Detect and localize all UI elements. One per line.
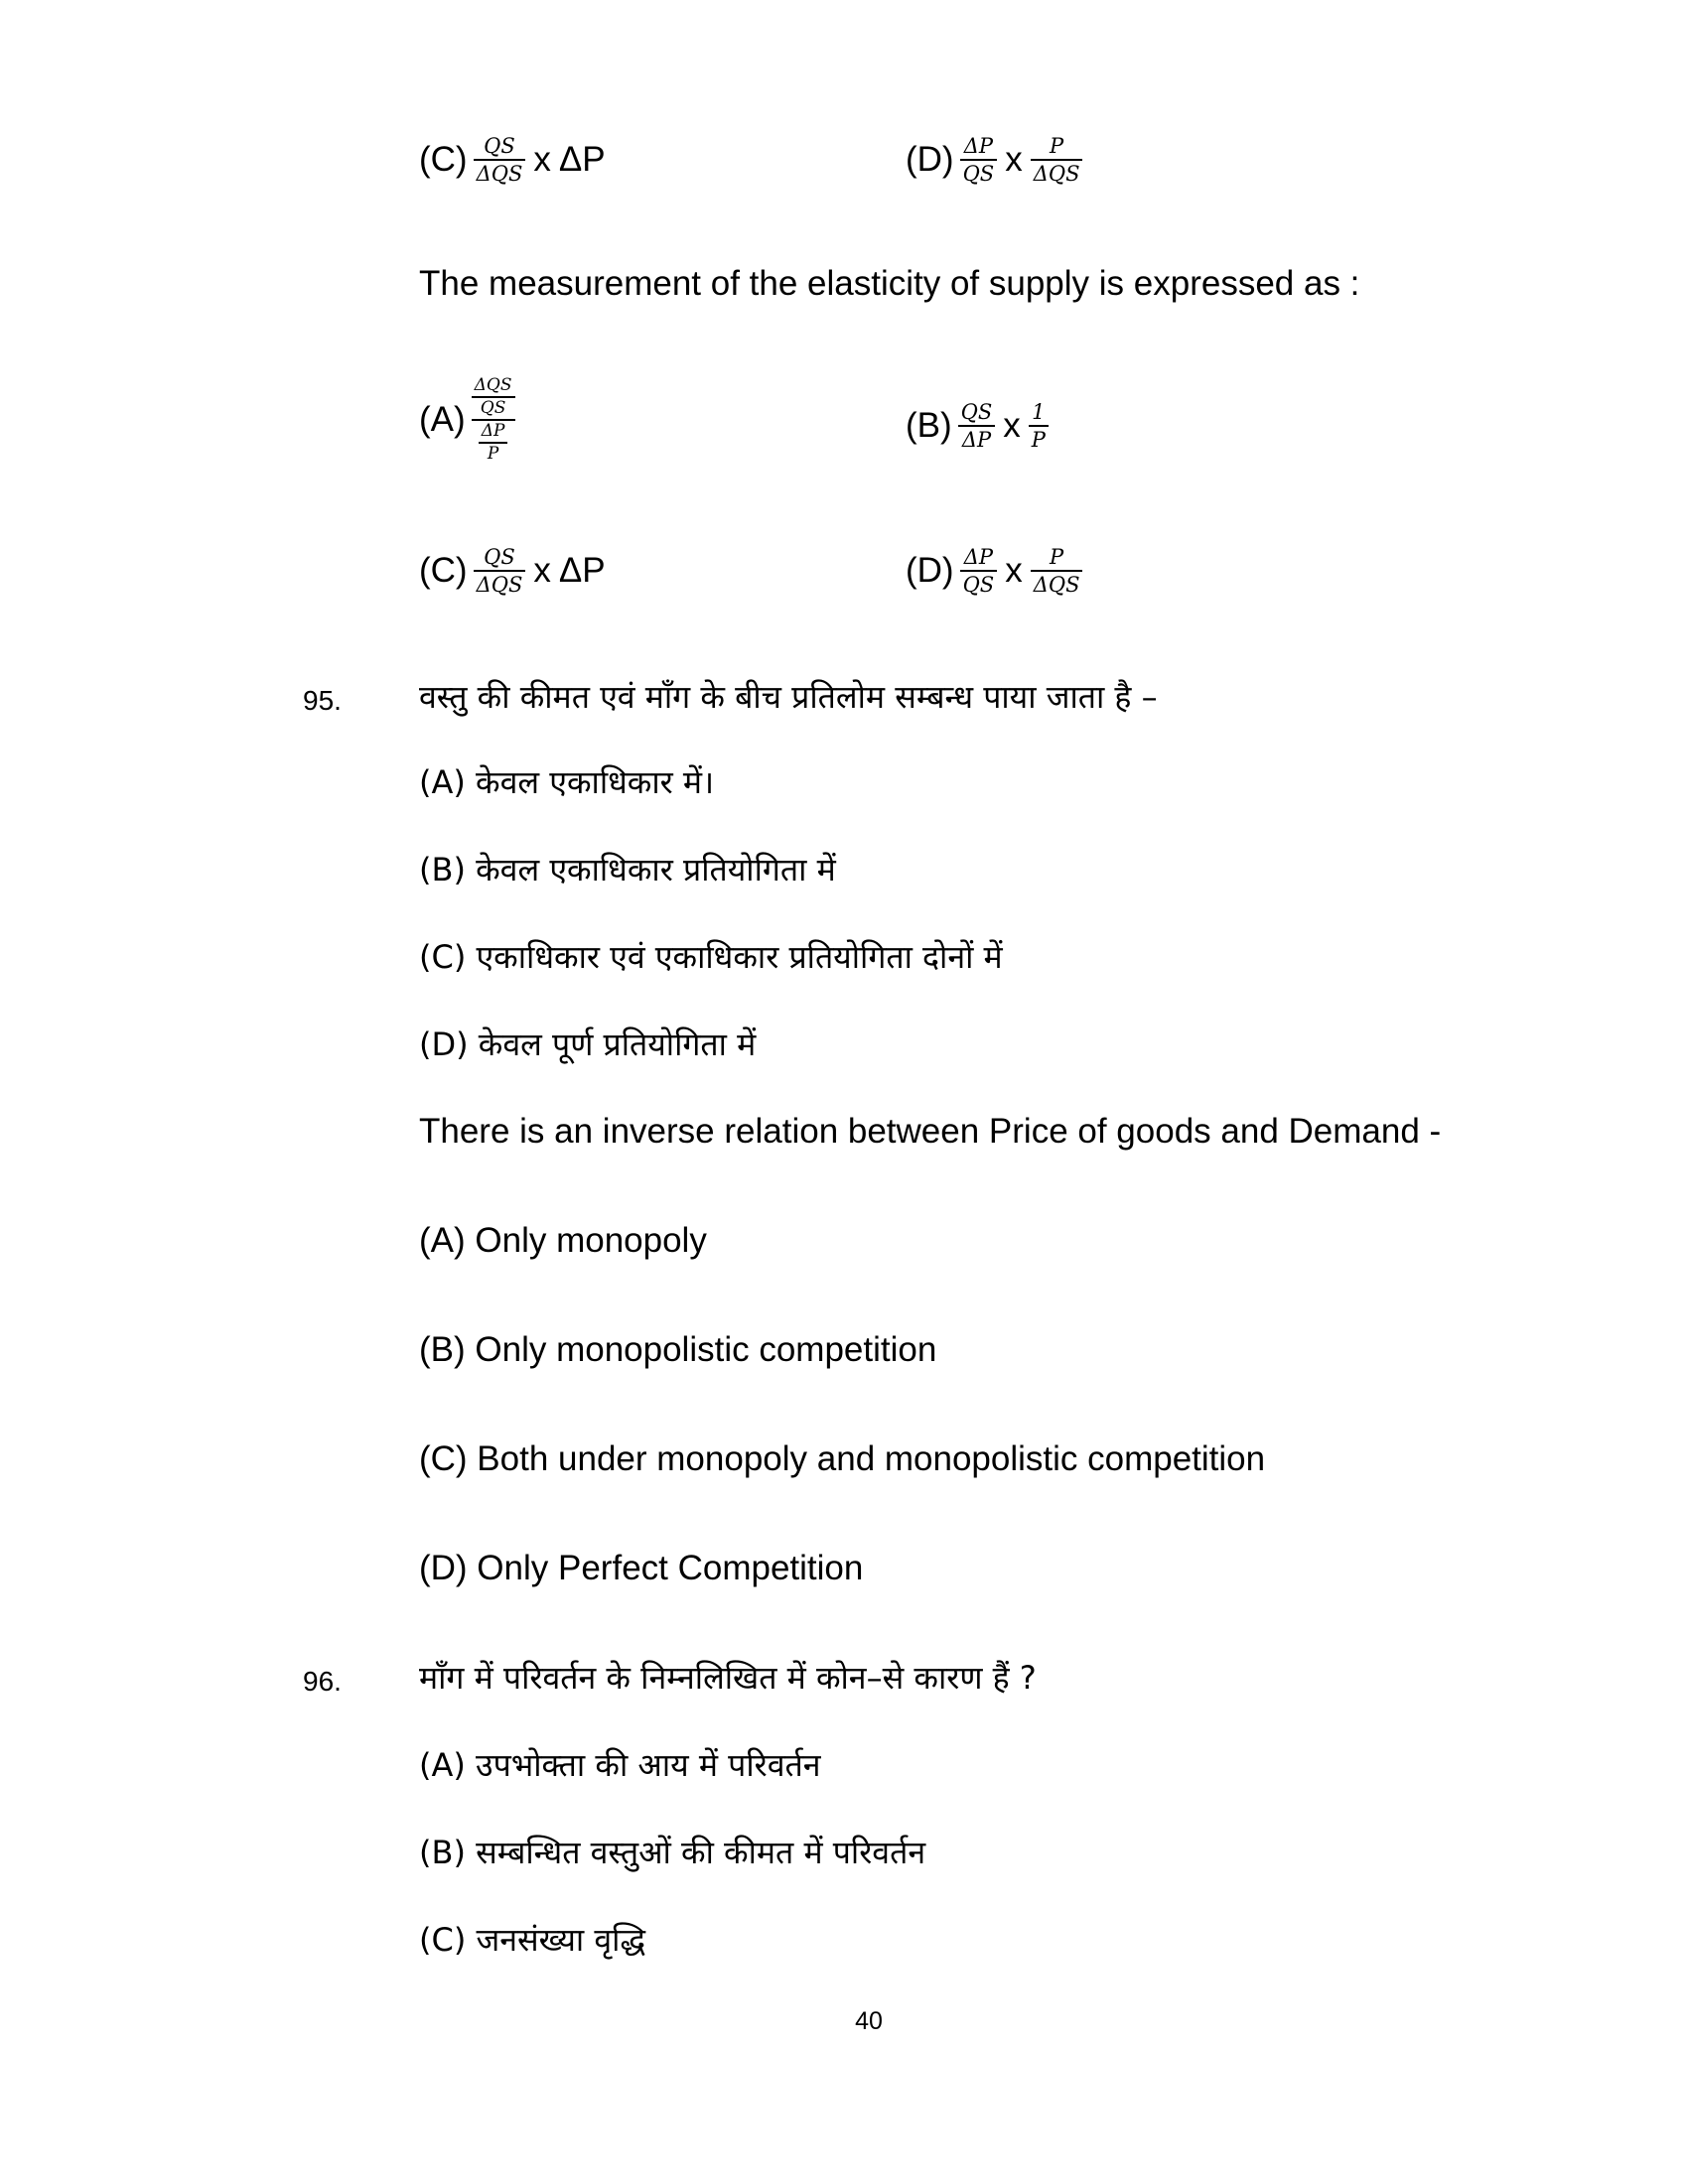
- denominator: ΔP: [961, 428, 992, 452]
- option-hindi: (A) उपभोक्ता की आय में परिवर्तन: [419, 1746, 821, 1784]
- option-b-formula: [906, 399, 1049, 453]
- delta-p-term: ΔP: [558, 551, 606, 590]
- delta-p-term: ΔP: [558, 140, 606, 179]
- fraction: [472, 375, 515, 419]
- option-label: (A): [419, 400, 466, 439]
- fraction: [474, 133, 526, 187]
- denominator: P: [487, 444, 499, 464]
- question-text-english: The measurement of the elasticity of supply is expressed as :: [419, 264, 1360, 303]
- denominator: P: [1031, 428, 1046, 452]
- denominator: ΔQS: [476, 162, 523, 186]
- times-sign: x: [1005, 140, 1023, 179]
- option-hindi: (D) केवल पूर्ण प्रतियोगिता में: [419, 1025, 757, 1063]
- option-english: (B) Only monopolistic competition: [419, 1330, 937, 1369]
- numerator: ΔP: [481, 421, 505, 441]
- fraction: [1031, 544, 1083, 598]
- question-text-english: There is an inverse relation between Price of goods and Demand -: [419, 1112, 1442, 1151]
- option-hindi: (B) केवल एकाधिकार प्रतियोगिता में: [419, 851, 836, 888]
- times-sign: x: [533, 140, 551, 179]
- numerator: ΔP: [963, 134, 994, 158]
- question-number: 95.: [303, 685, 342, 716]
- option-label: (B): [906, 406, 952, 445]
- question-number: 96.: [303, 1666, 342, 1697]
- option-hindi: (C) एकाधिकार एवं एकाधिकार प्रतियोगिता दोनों में: [419, 938, 1003, 976]
- fraction: [479, 421, 508, 465]
- option-hindi: (B) सम्बन्धित वस्तुओं की कीमत में परिवर्तन: [419, 1834, 926, 1871]
- fraction: [960, 133, 998, 187]
- numerator: ΔP: [963, 545, 994, 569]
- question-text-hindi: वस्तु की कीमत एवं माँग के बीच प्रतिलोम सम्बन्ध पाया जाता है –: [419, 678, 1158, 716]
- numerator: ΔQS: [474, 375, 512, 395]
- option-label: (D): [906, 140, 954, 179]
- denominator: ΔQS: [1033, 573, 1080, 597]
- fraction: [1029, 399, 1049, 453]
- numerator: QS: [484, 134, 515, 158]
- option-english: (C) Both under monopoly and monopolistic competition: [419, 1439, 1266, 1478]
- numerator: 1: [1032, 400, 1046, 424]
- denominator: ΔQS: [476, 573, 523, 597]
- numerator: P: [1050, 545, 1064, 569]
- option-label: (D): [906, 551, 954, 590]
- times-sign: x: [1003, 406, 1021, 445]
- option-label: (C): [419, 140, 468, 179]
- denominator: QS: [962, 573, 995, 597]
- option-english: (A) Only monopoly: [419, 1221, 707, 1260]
- times-sign: x: [1005, 551, 1023, 590]
- fraction: [1031, 133, 1083, 187]
- option-c-formula-top: [419, 133, 612, 187]
- fraction: [958, 399, 996, 453]
- denominator: QS: [480, 398, 506, 418]
- option-hindi: (C) जनसंख्या वृद्धि: [419, 1921, 646, 1959]
- option-d-formula: [906, 544, 1082, 598]
- denominator: QS: [962, 162, 995, 186]
- option-d-formula-top: [906, 133, 1082, 187]
- page-number: 40: [855, 2007, 883, 2035]
- times-sign: x: [533, 551, 551, 590]
- numerator: P: [1050, 134, 1064, 158]
- numerator: QS: [960, 400, 993, 424]
- fraction: [474, 544, 526, 598]
- option-a-formula: [419, 375, 515, 465]
- option-label: (C): [419, 551, 468, 590]
- fraction: [960, 544, 998, 598]
- option-english: (D) Only Perfect Competition: [419, 1549, 864, 1587]
- option-c-formula: [419, 544, 612, 598]
- numerator: QS: [484, 545, 515, 569]
- compound-fraction: [472, 375, 515, 465]
- question-text-hindi: माँग में परिवर्तन के निम्नलिखित में कोन–से कारण हैं ?: [419, 1659, 1037, 1697]
- denominator: ΔQS: [1033, 162, 1080, 186]
- option-hindi: (A) केवल एकाधिकार में।: [419, 763, 715, 801]
